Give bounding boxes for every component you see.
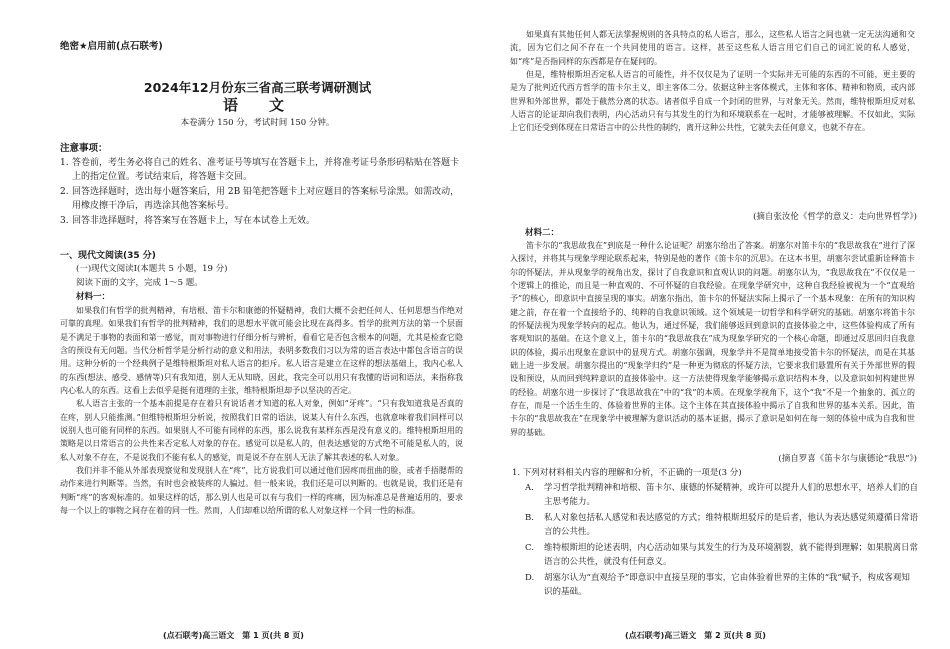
option-letter: B.: [525, 513, 534, 523]
paragraph: 我们并非不能从外部表现察觉和发现别人在“疼”，比方说我们可以通过他们因疼而扭曲的脸，或者手捂腮帮的动作来进行判断等。当然，有时也会被装疼的人骗过。但一般来说，我们还是可以判断的。也就是说，我们还是有判断“疼”的客观标准的。如果这样的话，那么别人也是可以有与我们一样的疼痛，因为标准总是普遍适用的，要求每一个以上的事物之间存在着的同一性。然而，人们却难以给所谓的私人对象这样一个同一性的标准。: [60, 466, 463, 516]
paragraph: 如果我们有哲学的批判精神，有培根、笛卡尔和康德的怀疑精神，我们大概不会把任何人、任何思想当作绝对可靠的真理。如果我们有哲学的批判精神，我们的思想水平就可能会比现在高得多。哲学的批判方法的第一个层面是不满足于事物的表面和第一感觉，而对事物进行仔细分析与辨析，看看它是否包含根本的问题，尤其是检查它隐含的预设有无问题。当代分析哲学是分析行动的意义和用法，表明多数我们习以为常的语言表达中都包含语言的误用。这种分析的一个经典例子是维特根斯坦对私人语言的拒斥。私人语言是建立在这样的想法基础上，我内心私人的东西(想法、感受、感情等)只有我知道，别人无从知晓，因此，我完全可以用只有我懂的语词和语法，来指称我内心私人的东西。这看上去似乎是挺有道理的主张，维特根斯坦却予以坚决的否定。: [60, 306, 463, 396]
note-number: 1.: [60, 158, 69, 168]
material2-text: [510, 239, 915, 451]
option-text: 维特根斯坦的论述表明，内心活动如果与其发生的行为及环境割裂，就不能得到理解；如果脱离日常语言的公共性，就没有任何意义。: [544, 543, 919, 567]
option-c: [525, 542, 918, 569]
option-letter: D.: [525, 573, 535, 583]
option-text: 私人对象包括私人感觉和表达感觉的方式；维特根斯坦驳斥的是后者，他认为表达感觉须遵循日常语言的公共性。: [544, 513, 919, 537]
note-text: 回答选择题时，选出每小题答案后，用 2B 铅笔把答题卡上对应题目的答案标号涂黑。如需改动，用橡皮擦干净后，再选涂其他答案标号。: [72, 187, 460, 211]
section-heading: 一、现代文阅读(35 分): [60, 251, 156, 261]
material1-text: [60, 304, 463, 606]
option-text: 胡塞尔认为“直观给予”即意识中直接呈现的事实，它由体验着世界的主体的“我”赋予，构成客观知识的基础。: [544, 573, 910, 597]
note-item: [60, 214, 460, 228]
page-footer: (点石联考)高三语文 第 2 页(共 8 页): [625, 631, 766, 640]
material1-label: 材料一：: [76, 292, 111, 302]
option-d: [525, 572, 918, 599]
source-citation: (摘自罗喜《笛卡尔与康德论“我思”》): [778, 454, 917, 464]
right-page: [475, 0, 950, 649]
material1-continuation: [510, 28, 915, 200]
notes-heading: 注意事项：: [60, 143, 108, 154]
page-footer: (点石联考)高三语文 第 1 页(共 8 页): [163, 631, 304, 640]
score-info: 本卷满分 150 分，考试时间 150 分钟。: [180, 118, 335, 128]
subsection-heading: (一)现代文阅读Ⅰ(本题共 5 小题，19 分): [76, 264, 228, 274]
question-1-stem: 1. 下列对材料相关内容的理解和分析，不正确的一项是(3 分): [512, 468, 742, 478]
option-a: [525, 482, 918, 509]
reading-instruction: 阅读下面的文字，完成 1～5 题。: [76, 278, 203, 288]
question-1-options: [525, 482, 918, 602]
paragraph: 笛卡尔的“我思故我在”到底是一种什么论证呢？胡塞尔给出了答案。胡塞尔对笛卡尔的“我思故我在”进行了深入探讨，并将其与现象学理论联系起来，特别是他的著作《笛卡尔的沉思》。在这本书里，胡塞尔尝试重新诠释笛卡尔的怀疑法，并从现象学的视角出发，探讨了自我意识和直观认识的问题。胡塞尔认为，“我思故我在”不仅仅是一个逻辑上的推论，而且是一种直观的、不可怀疑的自我经验。在现象学研究中，这种自我经验被视为一个“直观给予”的核心，即意识中直接呈现的事实。胡塞尔指出，笛卡尔的怀疑法实际上揭示了一个基本现象：在所有的知识构建之前，存在着一个直接给予的、纯粹的自我意识领域。这个领域是一切哲学和科学研究的基础。胡塞尔将笛卡尔的怀疑法视为现象学转向的起点。他认为，通过怀疑，我们能够返回到意识的直接体验之中，这些体验构成了所有客观知识的基础。在这个意义上，笛卡尔的“我思故我在”成为现象学研究的一个核心命题，即通过反思回归自我意识的体验，揭示出现象在意识中的显现方式。胡塞尔强调，现象学并不是简单地接受笛卡尔的怀疑法，而是在其基础上进一步发展。胡塞尔提出的“现象学归约”是一种更为彻底的怀疑方法，它要求我们悬置所有关于外部世界的假设和预设，从而回到纯粹意识的直接体验中。这一方法使得现象学能够揭示意识结构本身，以及意识如何构建世界的经验。胡塞尔进一步探讨了“我思故我在”中的“我”的本质。在现象学视角下，这个“我”不是一个抽象的、孤立的存在，而是一个活生生的、体验着世界的主体。这个主体在其直接体验中揭示了自我和世界的基本关系。因此，笛卡尔的“我思故我在”在现象学中被理解为意识活动的基本证据，揭示了意识是如何在每一刻的体验中成为自我和世界的基础。: [510, 241, 915, 437]
source-citation: (摘自张汝伦《哲学的意义：走向世界哲学》): [753, 212, 917, 222]
material2-label: 材料二：: [525, 228, 560, 238]
note-item: [60, 156, 460, 184]
paragraph: 私人语言主张的一个基本前提是存在着只有说话者才知道的私人对象，例如“牙疼”。“只有我知道我是否真的在疼，别人只能推测。”但维特根斯坦分析说，按照我们日常的语法，说某人有什么东西，也就意味着我们同样可以说别人也可能有同样的东西。如果别人不可能有同样的东西，那么说我有某样东西是没有意义的。维特根斯坦用的策略是以日常语言的公共性来否定私人对象的存在。感觉可以是私人的，但表达感觉的方式绝不可能是私人的，说私人对象不存在，不是说我们不能有私人的感觉，而是说不存在别人无法了解其表述的私人对象。: [60, 399, 463, 462]
paragraph: 如果真有其他任何人都无法掌握规则的各具特点的私人语言，那么，这些私人语言之间也就一定无法沟通和交流，因为它们之间不存在一个共同使用的语言。这样，甚至这些私人语言用它们自己的词汇说的私人感觉，如“疼”是否指同样的东西都是存在疑问的。: [510, 30, 915, 66]
note-text: 回答非选择题时，将答案写在答题卡上，写在本试卷上无效。: [72, 216, 316, 226]
option-letter: C.: [525, 543, 534, 553]
note-text: 答卷前，考生务必将自己的姓名、准考证号等填写在答题卡上，并将准考证号条形码粘贴在答题卡上的指定位置。考试结束后，将答题卡交回。: [72, 158, 460, 182]
note-number: 3.: [60, 216, 69, 226]
option-letter: A.: [525, 483, 534, 493]
note-item: [60, 185, 460, 213]
secret-label: 绝密★启用前(点石联考): [60, 41, 163, 52]
notes-list: [60, 156, 460, 229]
subject-title: 语 文: [222, 96, 292, 114]
note-number: 2.: [60, 187, 69, 197]
paragraph: 但是，维特根斯坦否定私人语言的可能性，并不仅仅是为了证明一个实际并无可能的东西的不可能，更主要的是为了批判近代西方哲学的笛卡尔主义，即主客体二分。依据这种主客体模式，主体和客体、精神和物质，或内部世界和外部世界，都处于截然分离的状态。诸者似乎自成一个封闭的世界，与对象无关。然而，维特根斯坦反对私人语言的论证却向我们表明，内心活动只有与其发生的行为和环境联系在一起时，才能够被理解。不仅如此，实际上它们还受到体现在日常语言中的公共性的制约，离开这种公共性，它就失去任何意义，也就不存在。: [510, 70, 915, 133]
option-b: [525, 512, 918, 539]
option-text: 学习哲学批判精神和培根、笛卡尔、康德的怀疑精神，或许可以提升人们的思想水平，培养人们的自主思考能力。: [544, 483, 919, 507]
exam-title: 2024年12月份东三省高三联考调研测试: [143, 80, 372, 95]
